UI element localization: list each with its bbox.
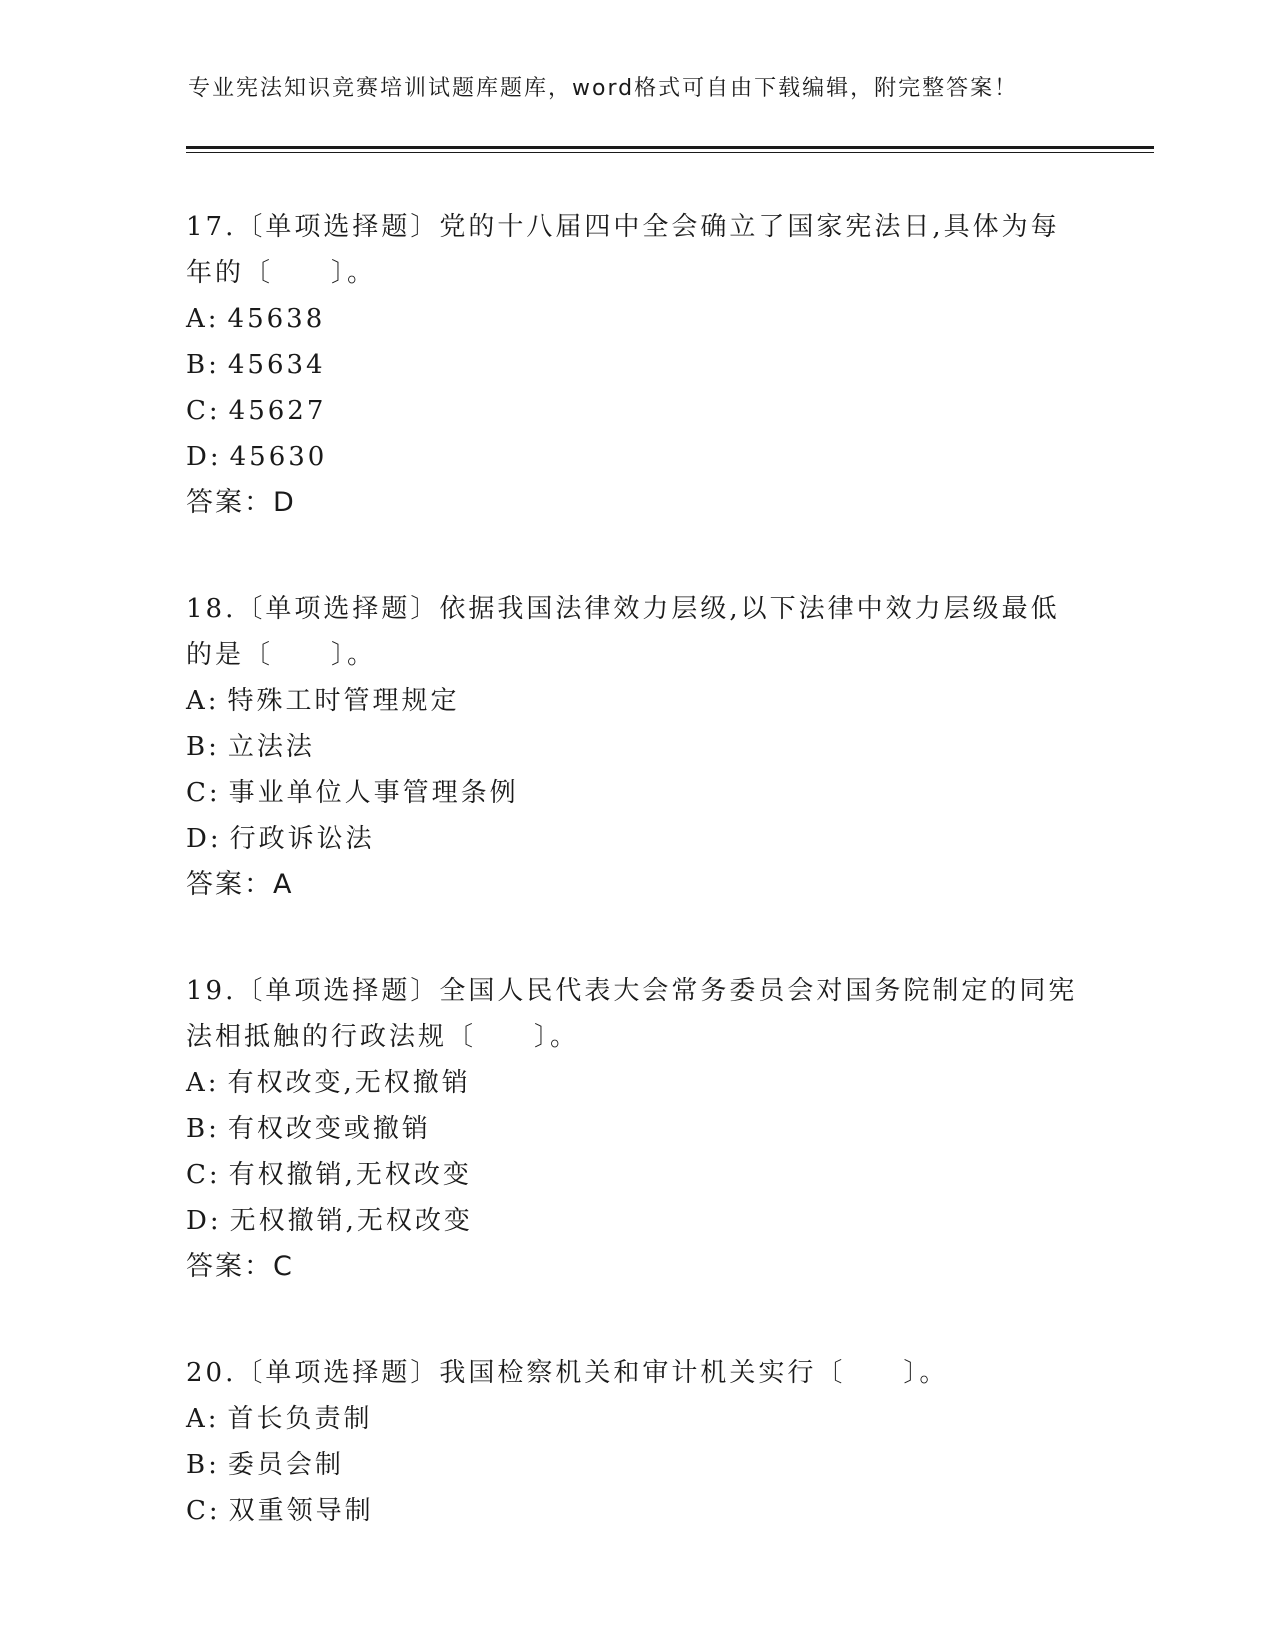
option-letter: B: (186, 350, 220, 380)
option-text: 45634 (227, 350, 326, 380)
option-text: 有权改变,无权撤销 (227, 1068, 471, 1098)
answer-line: 答案：A (186, 869, 294, 900)
option-letter: D: (186, 1206, 222, 1236)
option-text: 45630 (229, 442, 328, 472)
option-text: 事业单位人事管理条例 (228, 778, 519, 808)
option-c (186, 1488, 1086, 1534)
option-text: 45627 (228, 396, 327, 426)
option-letter: B: (186, 732, 220, 762)
option-d (186, 816, 1086, 862)
option-letter: C: (186, 1496, 221, 1526)
question-18 (186, 586, 1086, 908)
option-text: 立法法 (227, 732, 315, 762)
option-letter: C: (186, 1160, 221, 1190)
option-c (186, 388, 1086, 434)
option-text: 特殊工时管理规定 (227, 686, 460, 716)
option-letter: C: (186, 778, 221, 808)
option-c (186, 1152, 1086, 1198)
question-list (186, 204, 1086, 1594)
option-letter: D: (186, 824, 222, 854)
option-d (186, 434, 1086, 480)
answer-line: 答案：C (186, 1251, 294, 1282)
option-text: 有权撤销,无权改变 (228, 1160, 472, 1190)
option-b (186, 342, 1086, 388)
option-text: 双重领导制 (228, 1496, 374, 1526)
option-a (186, 296, 1086, 342)
option-b (186, 1106, 1086, 1152)
option-letter: A: (186, 1404, 220, 1434)
option-letter: A: (186, 304, 220, 334)
option-letter: C: (186, 396, 221, 426)
answer-line: 答案：D (186, 487, 296, 518)
option-letter: D: (186, 442, 222, 472)
header-rule-thick (186, 146, 1154, 149)
option-text: 行政诉讼法 (229, 824, 375, 854)
option-c (186, 770, 1086, 816)
question-19 (186, 968, 1086, 1290)
option-b (186, 1442, 1086, 1488)
header-rule-thin (186, 152, 1154, 153)
option-letter: B: (186, 1450, 220, 1480)
option-letter: A: (186, 686, 220, 716)
option-a (186, 678, 1086, 724)
question-stem: 19.〔单项选择题〕全国人民代表大会常务委员会对国务院制定的同宪法相抵触的行政法规〔 〕。 (186, 976, 1078, 1052)
option-text: 首长负责制 (227, 1404, 373, 1434)
option-text: 45638 (227, 304, 326, 334)
option-letter: B: (186, 1114, 220, 1144)
question-stem: 18.〔单项选择题〕依据我国法律效力层级,以下法律中效力层级最低的是〔 〕。 (186, 594, 1060, 670)
option-text: 有权改变或撤销 (227, 1114, 431, 1144)
question-stem: 20.〔单项选择题〕我国检察机关和审计机关实行〔 〕。 (186, 1358, 949, 1388)
question-stem: 17.〔单项选择题〕党的十八届四中全会确立了国家宪法日,具体为每年的〔 〕。 (186, 212, 1060, 288)
option-b (186, 724, 1086, 770)
option-letter: A: (186, 1068, 220, 1098)
option-a (186, 1396, 1086, 1442)
option-text: 委员会制 (227, 1450, 344, 1480)
question-17 (186, 204, 1086, 526)
option-a (186, 1060, 1086, 1106)
option-text: 无权撤销,无权改变 (229, 1206, 473, 1236)
question-20 (186, 1350, 1086, 1534)
document-header: 专业宪法知识竞赛培训试题库题库，word格式可自由下载编辑，附完整答案！ (188, 76, 1019, 101)
option-d (186, 1198, 1086, 1244)
